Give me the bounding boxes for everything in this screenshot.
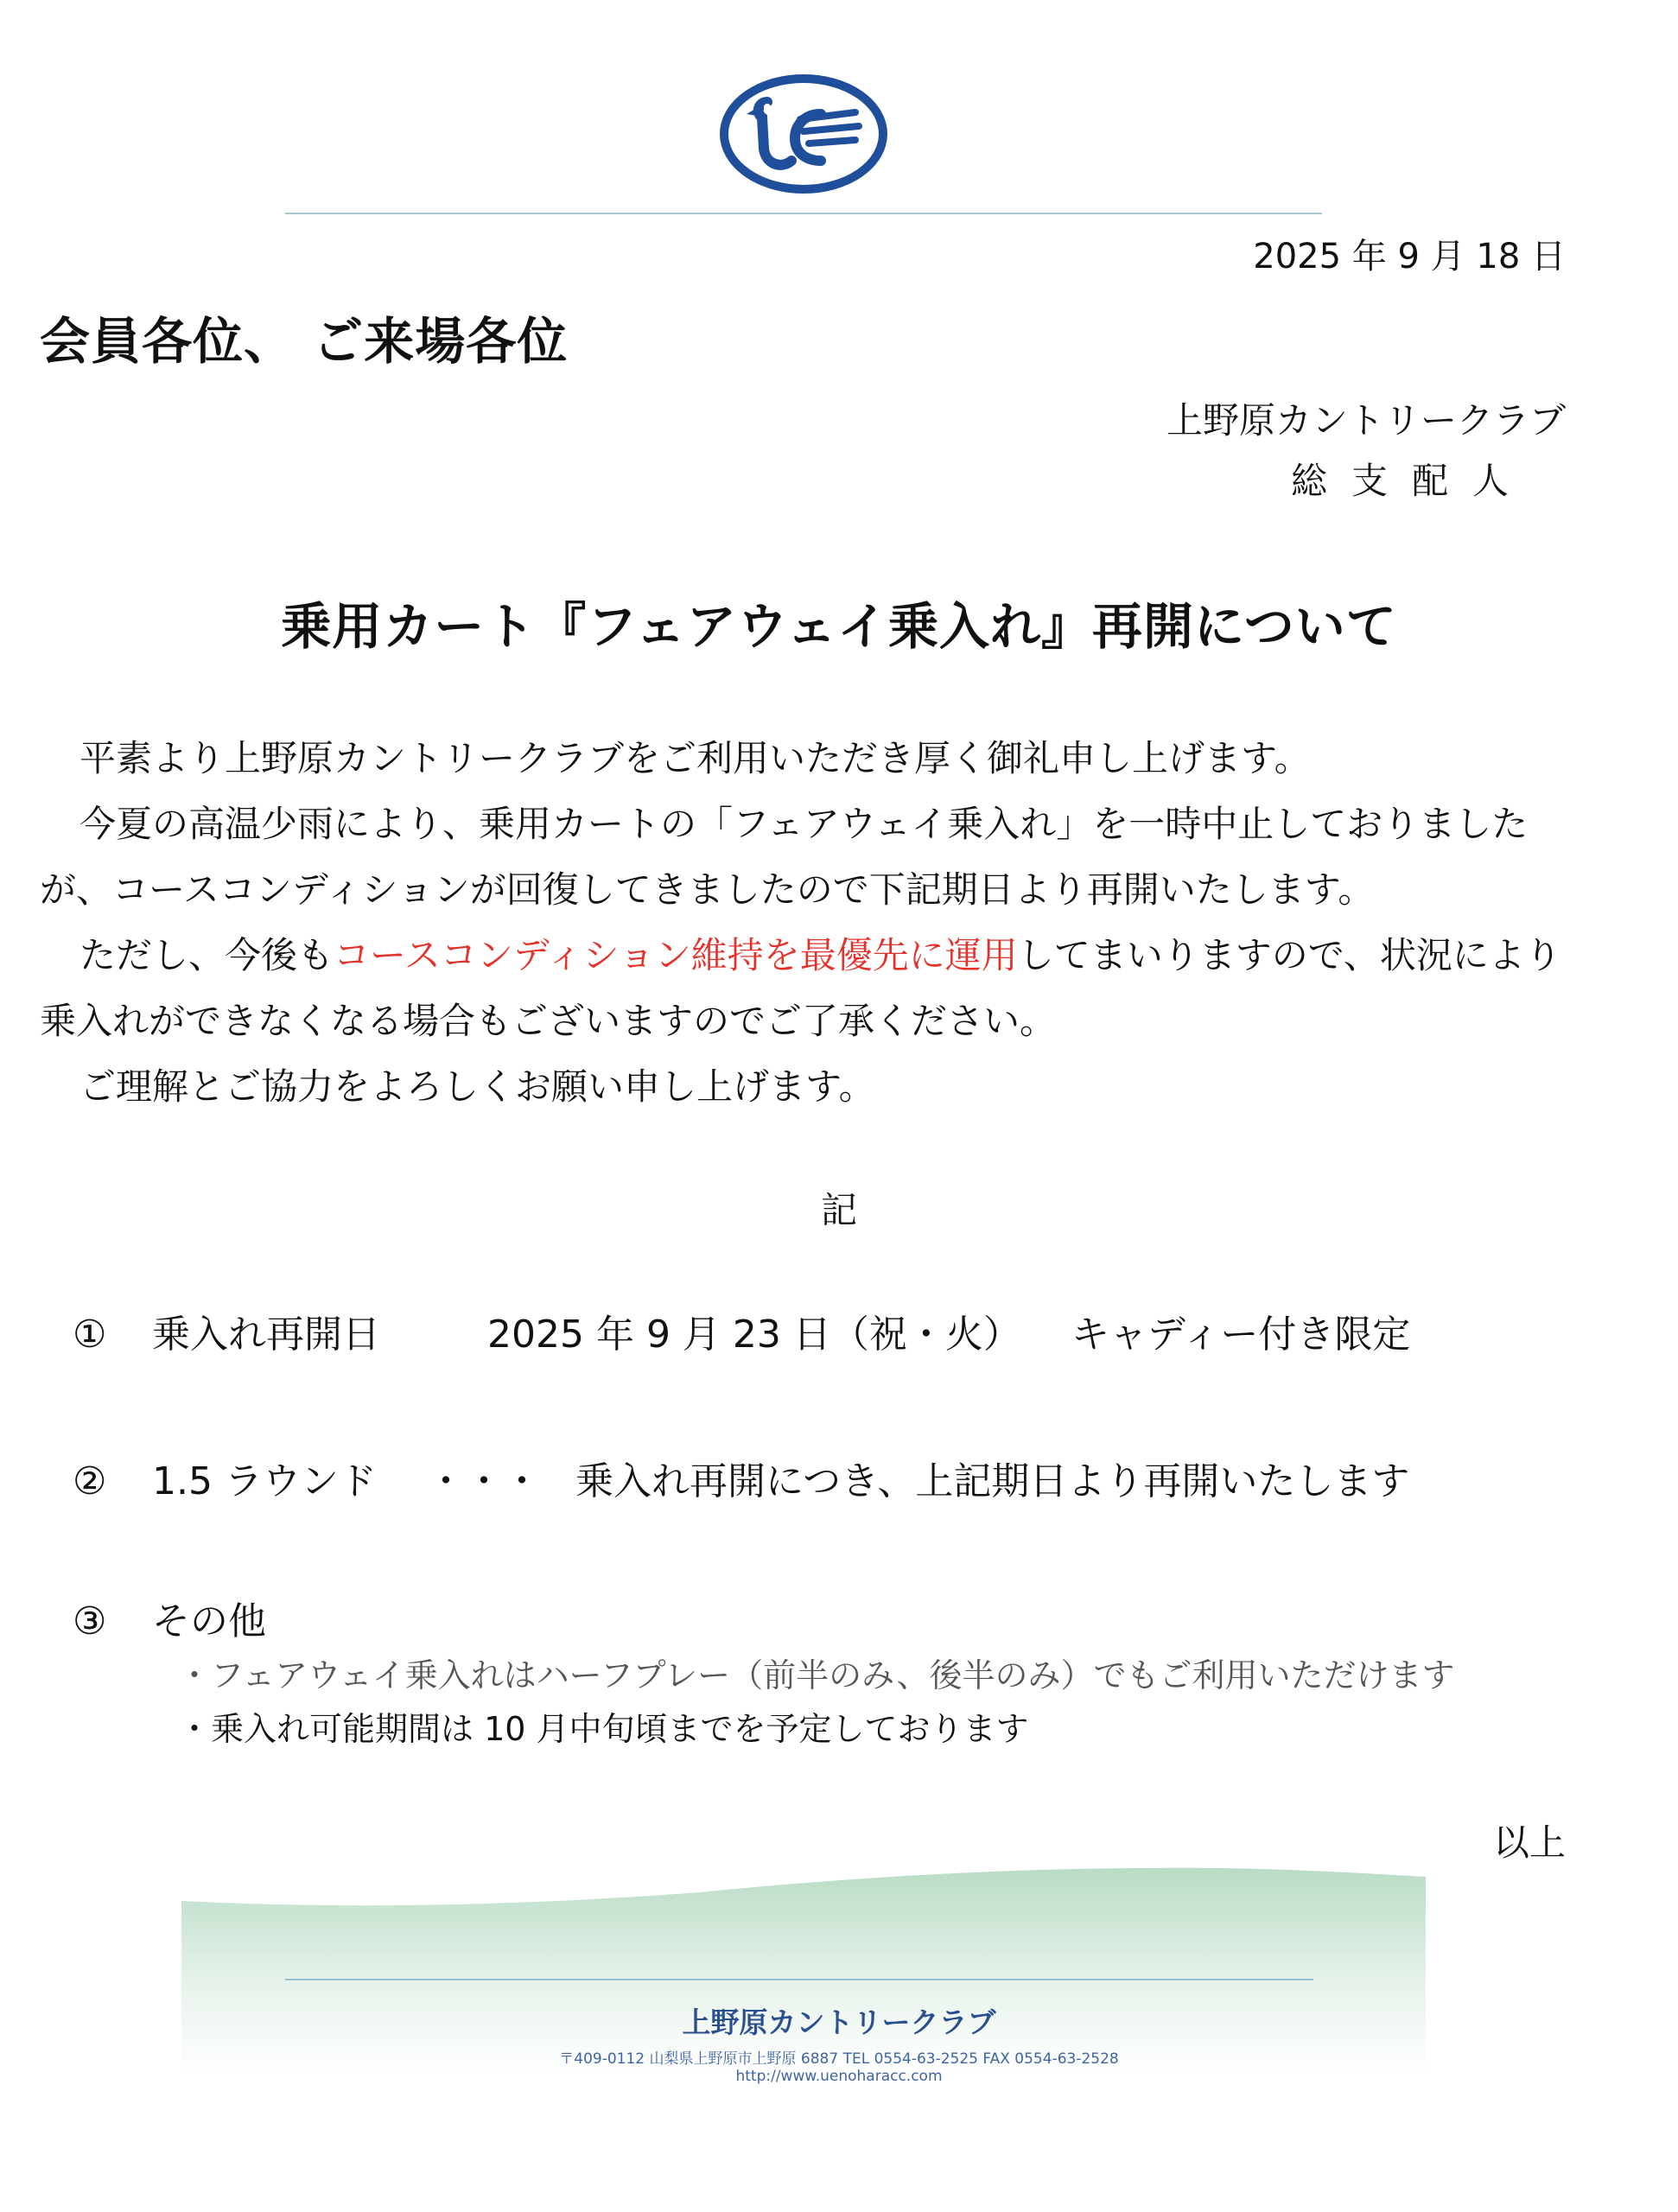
list-item-one-and-half-round [73,1450,1409,1505]
caution-text-start: ただし、今後も [79,934,334,976]
header-divider [285,213,1322,214]
footer-hill-graphic [181,1858,1426,2074]
sender-block [1166,391,1566,512]
footer-website-link[interactable]: http://www.uenoharacc.com [735,2068,943,2085]
sub-item-period: ・乗入れ可能期間は 10 月中旬頃までを予定しております [178,1710,1029,1748]
item-number: ② [73,1459,107,1503]
body-paragraph-caution [40,923,1566,1054]
club-logo [717,69,890,199]
caution-text-end: してまいりますので、状況により乗入れができなくなる場合もございますのでご了承ください。 [40,934,1561,1042]
caution-emphasis: コースコンディション維持を最優先に運用 [334,934,1018,976]
sender-title: 総支配人 [1290,460,1533,502]
closing-mark: 以上 [1492,1821,1566,1864]
sender-organization: 上野原カントリークラブ [1166,399,1566,442]
list-item-resume-date [73,1303,1410,1358]
body-paragraph-greeting: 平素より上野原カントリークラブをご利用いただき厚く御礼申し上げます。 [79,737,1311,779]
body-paragraph-announcement: 今夏の高温少雨により、乗用カートの「フェアウェイ乗入れ」を一時中止しておりましたが、コースコンディションが回復してきましたので下記期日より再開いたします。 [40,803,1529,911]
ki-heading: 記 [820,1189,857,1231]
issue-date: 2025 年 9 月 18 日 [1253,237,1566,276]
item-text: 乗入れ再開につき、上記期日より再開いたします [575,1459,1410,1503]
item-dots: ・・・ [426,1459,541,1503]
item-label: 乗入れ再開日 [152,1313,380,1357]
notice-title: 乗用カート『フェアウェイ乗入れ』再開について [281,597,1397,656]
caddie-note: キャディー付き限定 [1071,1313,1411,1357]
sub-item-half-play: ・フェアウェイ乗入れはハーフプレー（前半のみ、後半のみ）でもご利用いただけます [178,1656,1455,1694]
item-number: ① [73,1313,107,1357]
body-paragraph-closing: ご理解とご協力をよろしくお願い申し上げます。 [79,1065,875,1108]
notice-body [40,726,1566,1120]
footer-address: 〒409-0112 山梨県上野原市上野原 6887 TEL 0554-63-2525 FAX 0554-63-2528 [559,2050,1119,2068]
resume-date-value: 2025 年 9 月 23 日（祝・火） [487,1313,1021,1357]
footer-club-name: 上野原カントリークラブ [682,2005,996,2039]
list-item-other [73,1590,266,1645]
addressee: 会員各位、 ご来場各位 [40,312,569,371]
item-number: ③ [73,1599,107,1643]
footer-divider [285,1979,1313,1980]
item-label: 1.5 ラウンド [152,1459,377,1503]
item-label: その他 [152,1599,266,1643]
